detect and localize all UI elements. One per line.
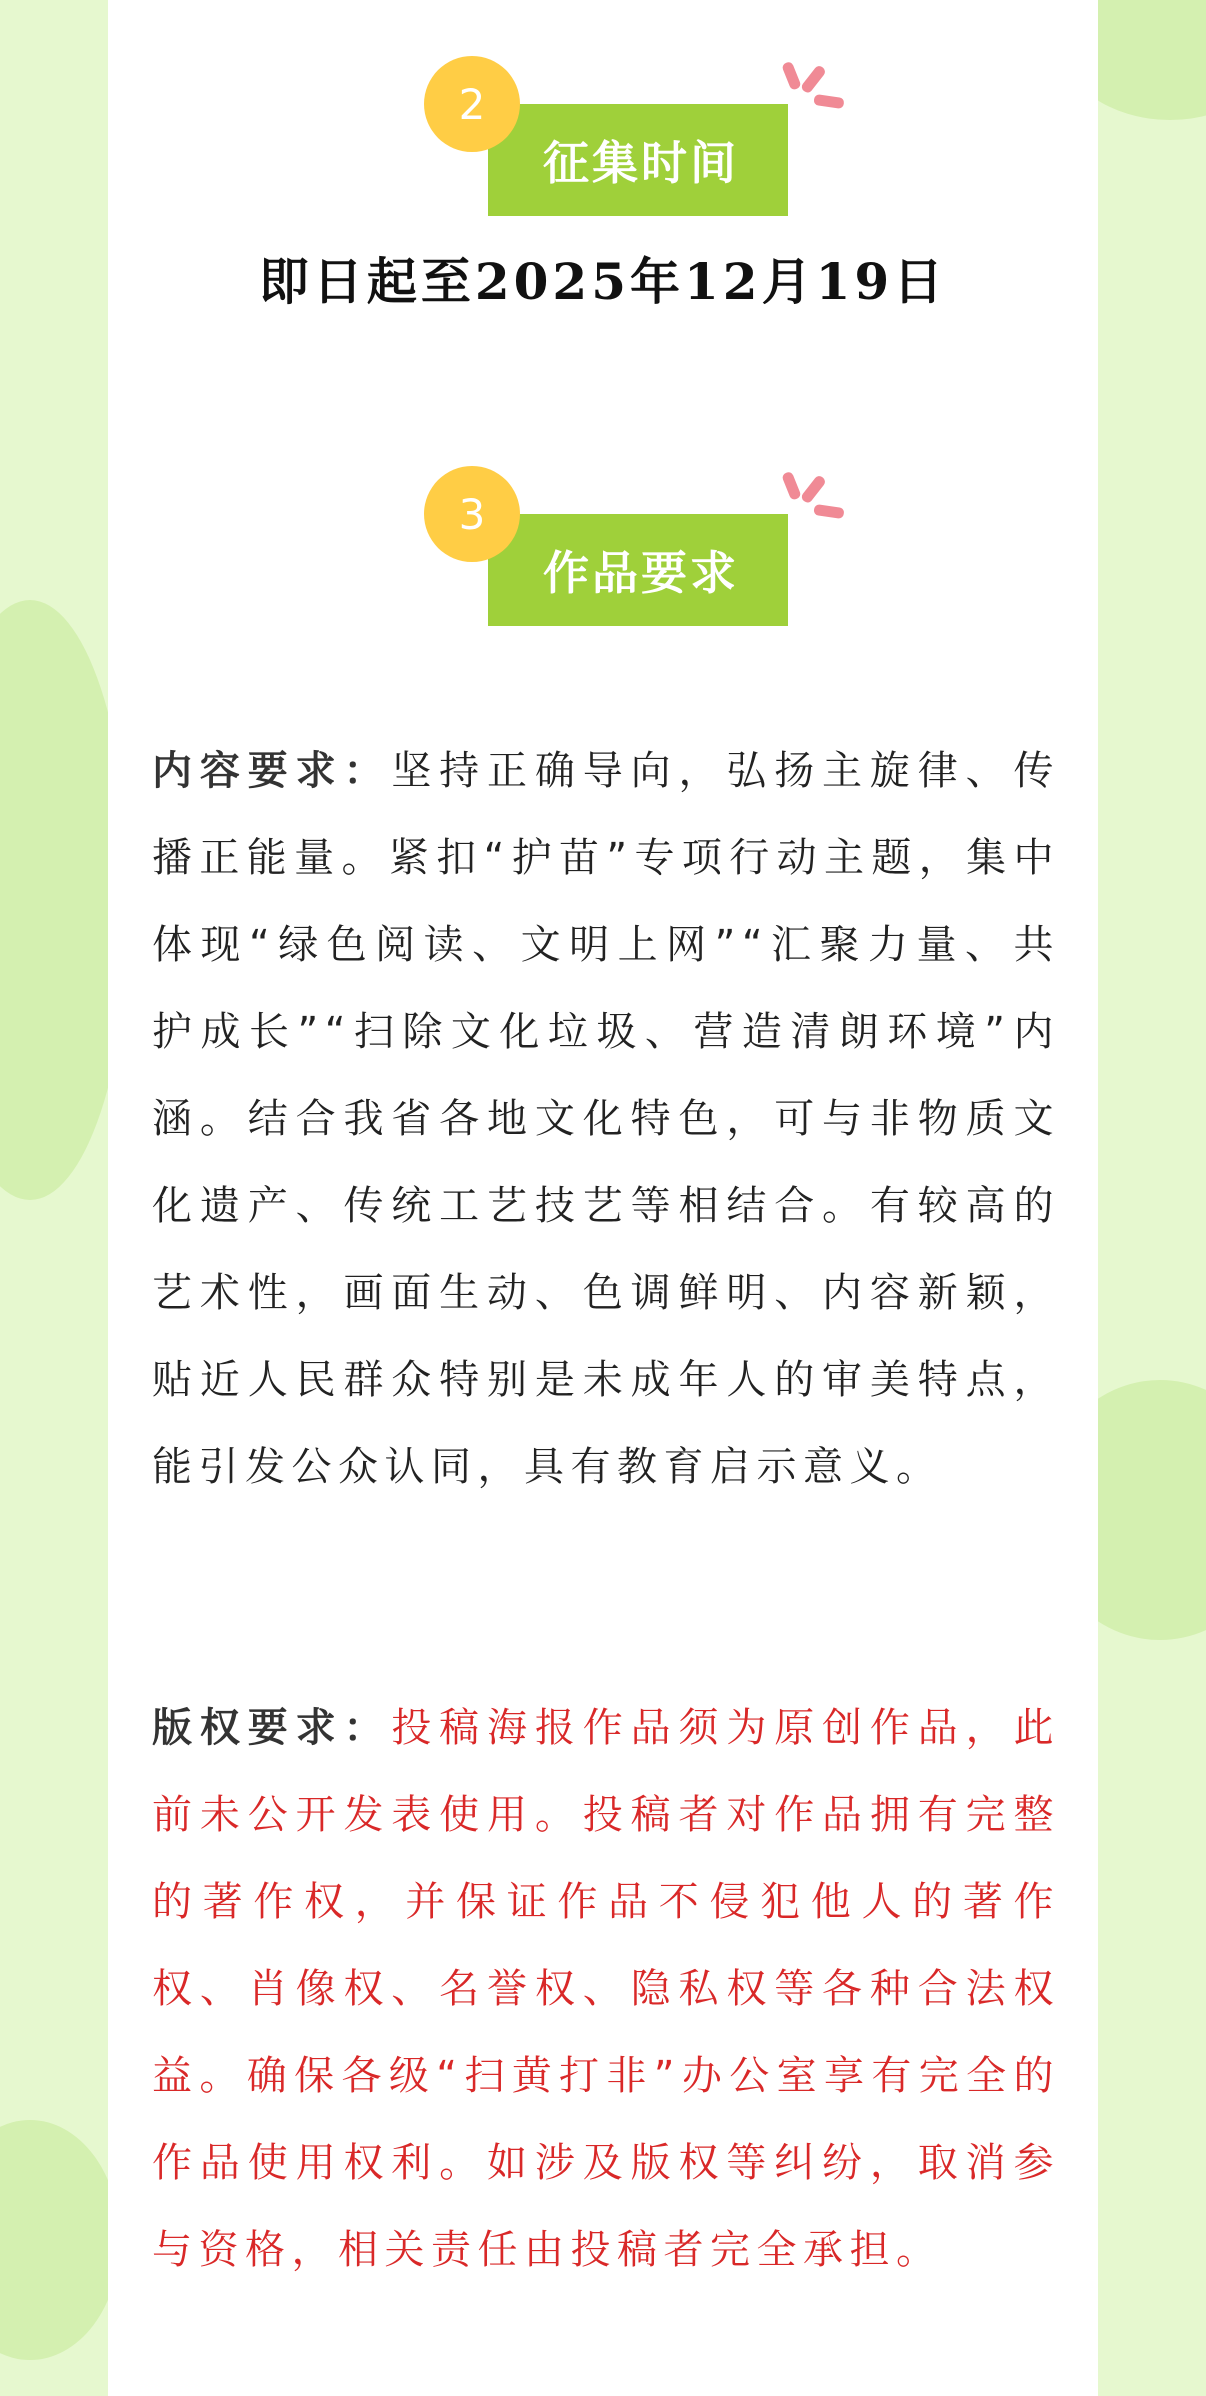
burst-icon bbox=[778, 56, 848, 126]
section-title-bar bbox=[488, 104, 788, 216]
section-badge-collection-time bbox=[424, 56, 844, 216]
content-card bbox=[108, 0, 1098, 2396]
content-requirements-text: 坚持正确导向，弘扬主旋律、传播正能量。紧扣“护苗”专项行动主题，集中体现“绿色阅读、文明上网”“汇聚力量、共护成长”“扫除文化垃圾、营造清朗环境”内涵。结合我省各地文化特色，可与非物质文化遗产、传统工艺技艺等相结合。有较高的艺术性，画面生动、色调鲜明、内容新颖，贴近人民群众特别是未成年人的审美特点，能引发公众认同，具有教育启示意义。 bbox=[152, 748, 1061, 1490]
section-number: 2 bbox=[424, 56, 520, 152]
background-decoration bbox=[0, 2120, 120, 2360]
content-requirements-label: 内容要求： bbox=[152, 748, 392, 794]
copyright-requirements-paragraph bbox=[152, 1685, 1060, 2294]
section-badge-work-requirements bbox=[424, 466, 844, 626]
section-title: 征集时间 bbox=[543, 136, 739, 190]
section-title: 作品要求 bbox=[543, 546, 739, 600]
section-title-bar bbox=[488, 514, 788, 626]
copyright-requirements-label: 版权要求： bbox=[152, 1705, 392, 1751]
collection-period: 即日起至2025年12月19日 bbox=[258, 252, 948, 311]
burst-icon bbox=[778, 466, 848, 536]
section-number: 3 bbox=[424, 466, 520, 562]
copyright-requirements-text: 投稿海报作品须为原创作品，此前未公开发表使用。投稿者对作品拥有完整的著作权，并保证作品不侵犯他人的著作权、肖像权、名誉权、隐私权等各种合法权益。确保各级“扫黄打非”办公室享有完全的作品使用权利。如涉及版权等纠纷，取消参与资格，相关责任由投稿者完全承担。 bbox=[152, 1705, 1061, 2273]
content-requirements-paragraph bbox=[152, 728, 1060, 1511]
